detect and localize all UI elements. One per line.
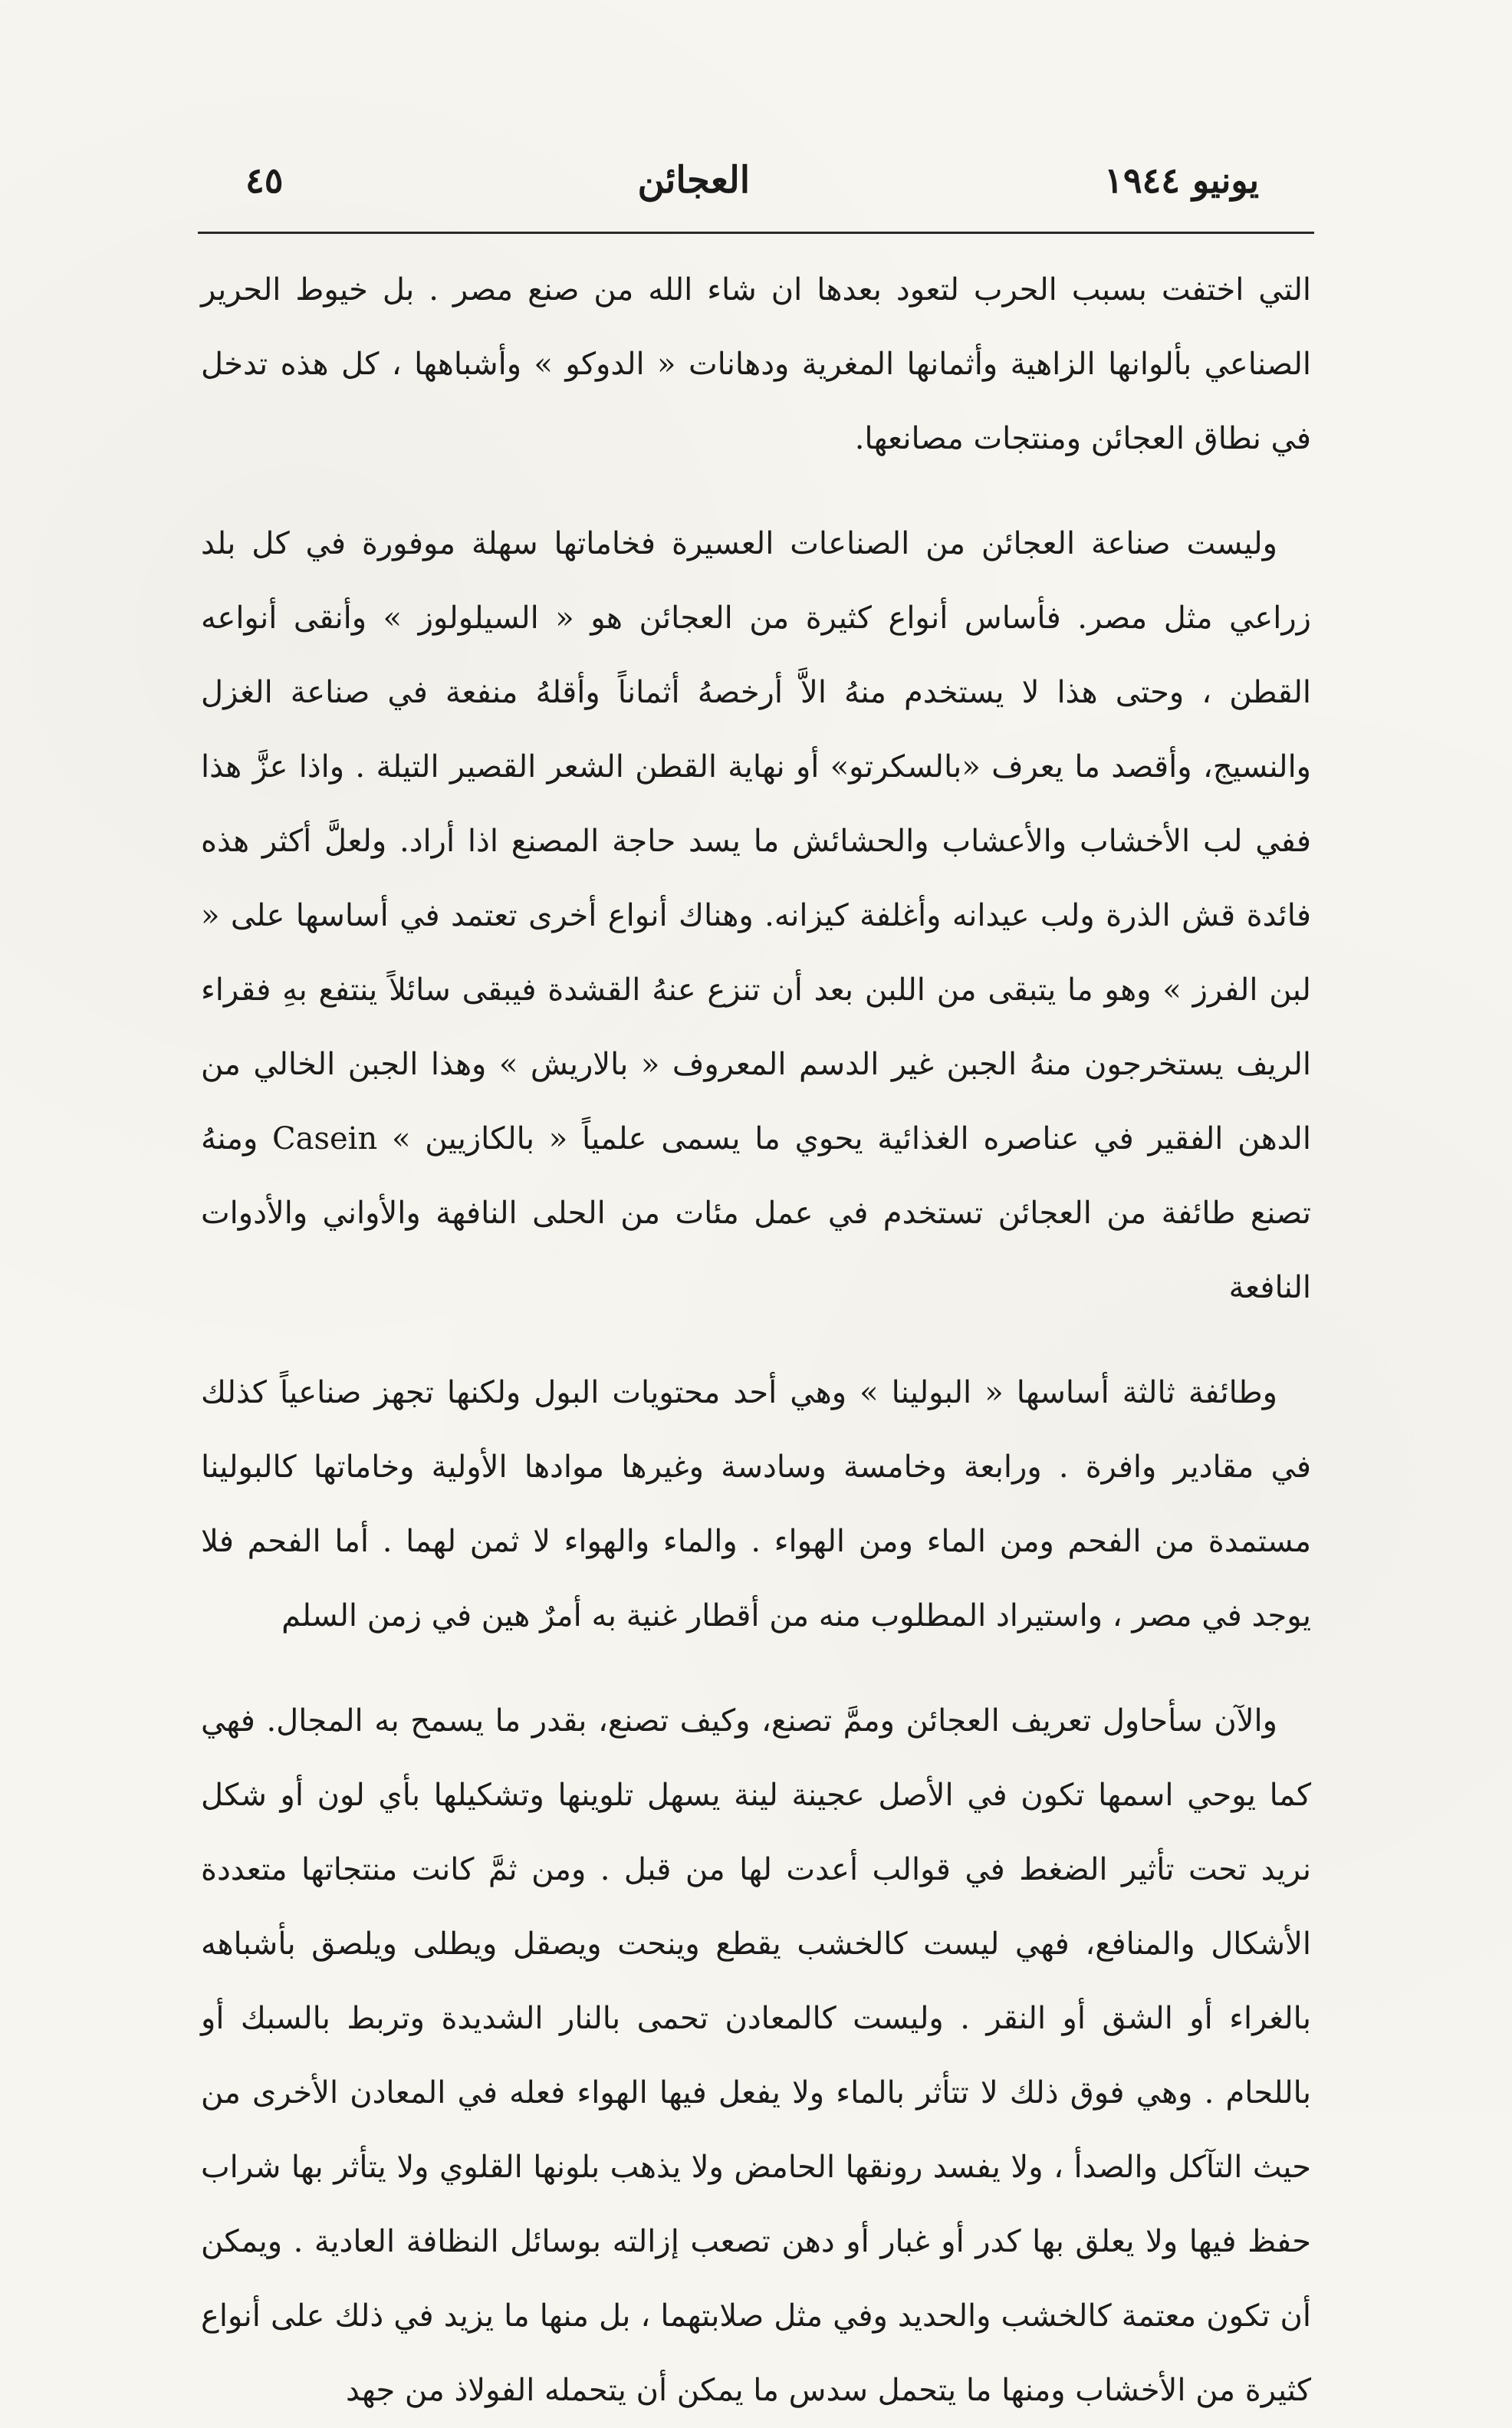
article-body (201, 253, 1312, 2408)
paragraph-1: التي اختفت بسبب الحرب لتعود بعدها ان شاء الله من صنع مصر . بل خيوط الحرير الصناعي بألوانها الزاهية وأثمانها المغرية ودهانات « الدوكو » وأشباهها ، كل هذه تدخل في نطاق العجائن ومنتجات مصانعها. (201, 272, 1311, 456)
paragraph-2: وليست صناعة العجائن من الصناعات العسيرة فخاماتها سهلة موفورة في كل بلد زراعي مثل مصر. فأساس أنواع كثيرة من العجائن هو « السيلولوز » وأنقى أنواعه القطن ، وحتى هذا لا يستخدم منهُ الاَّ أرخصهُ أثماناً وأقلهُ منفعة في صناعة الغزل والنسيج، وأقصد ما يعرف «بالسكرتو» أو نهاية القطن الشعر القصير التيلة . واذا عزَّ هذا ففي لب الأخشاب والأعشاب والحشائش ما يسد حاجة المصنع اذا أراد. ولعلَّ أكثر هذه فائدة قش الذرة ولب عيدانه وأغلفة كيزانه. وهناك أنواع أخرى تعتمد في أساسها على « لبن الفرز » وهو ما يتبقى من اللبن بعد أن تنزع عنهُ القشدة فيبقى سائلاً ينتفع بهِ فقراء الريف يستخرجون منهُ الجبن غير الدسم المعروف « بالاريش » وهذا الجبن الخالي من الدهن الفقير في عناصره الغذائية يحوي ما يسمى علمياً « بالكازيين » Casein ومنهُ تصنع طائفة من العجائن تستخدم في عمل مئات من الحلى النافهة والأواني والأدوات النافعة (201, 526, 1312, 1305)
page-header (245, 153, 1259, 207)
issue-date: يونيو ١٩٤٤ (1104, 160, 1259, 201)
running-title: العجائن (637, 159, 751, 202)
header-rule (198, 232, 1314, 234)
page-number: ٤٥ (245, 160, 284, 201)
paragraph-3: وطائفة ثالثة أساسها « البولينا » وهي أحد محتويات البول ولكنها تجهز صناعياً كذلك في مقادير وافرة . ورابعة وخامسة وسادسة وغيرها موادها الأولية وخاماتها كالبولينا مستمدة من الفحم ومن الماء ومن الهواء . والماء والهواء لا ثمن لهما . أما الفحم فلا يوجد في مصر ، واستيراد المطلوب منه من أقطار غنية به أمرٌ هين في زمن السلم (201, 1375, 1311, 1633)
paragraph-4: والآن سأحاول تعريف العجائن وممَّ تصنع، وكيف تصنع، بقدر ما يسمح به المجال. فهي كما يوحي اسمها تكون في الأصل عجينة لينة يسهل تلوينها وتشكيلها بأي لون أو شكل نريد تحت تأثير الضغط في قوالب أعدت لها من قبل . ومن ثمَّ كانت منتجاتها متعددة الأشكال والمنافع، فهي ليست كالخشب يقطع وينحت ويصقل ويطلى ويلصق بأشباهه بالغراء أو الشق أو النقر . وليست كالمعادن تحمى بالنار الشديدة وتربط بالسبك أو باللحام . وهي فوق ذلك لا تتأثر بالماء ولا يفعل فيها الهواء فعله في المعادن الأخرى من حيث التآكل والصدأ ، ولا يفسد رونقها الحامض ولا يذهب بلونها القلوي ولا يتأثر بها شراب حفظ فيها ولا يعلق بها كدر أو غبار أو دهن تصعب إزالته بوسائل النظافة العادية . ويمكن أن تكون معتمة كالخشب والحديد وفي مثل صلابتهما ، بل منها ما يزيد في ذلك على أنواع كثيرة من الأخشاب ومنها ما يتحمل سدس ما يمكن أن يتحمله الفولاذ من جهد (201, 1703, 1311, 2408)
